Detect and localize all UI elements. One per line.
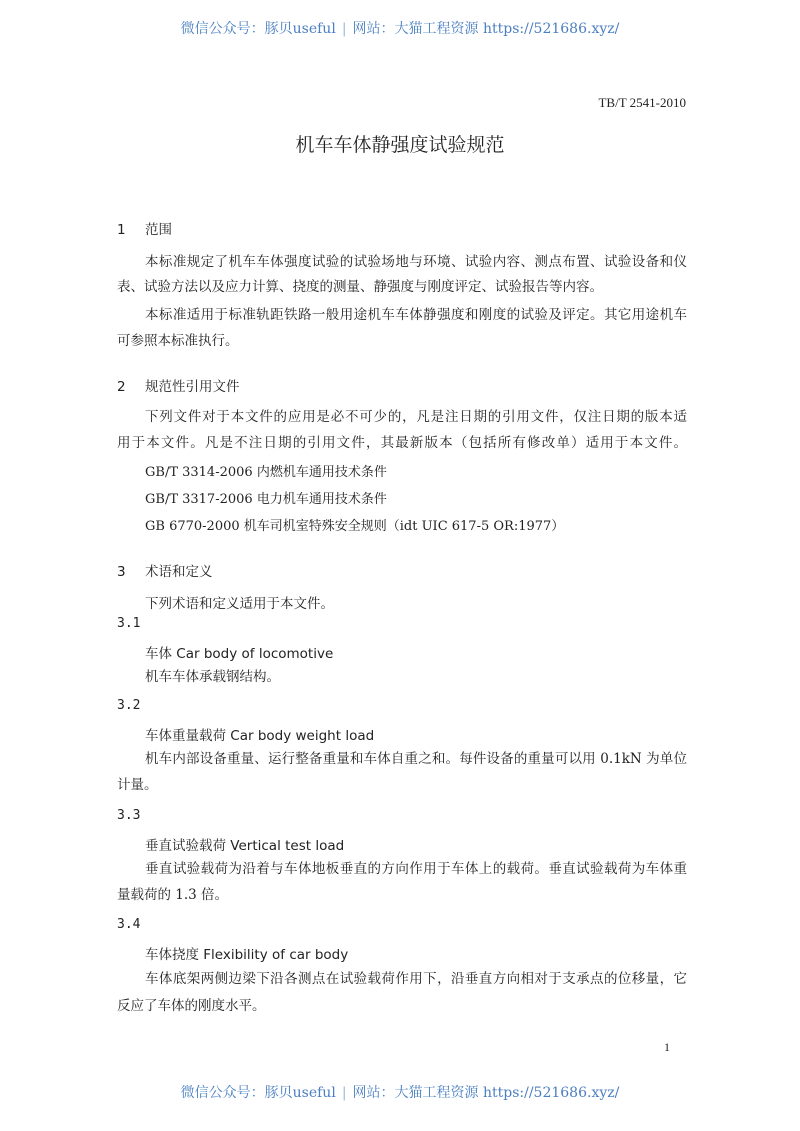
term-title: 车体重量载荷 Car body weight load [145,728,375,744]
term-number: 3.3 [117,808,141,823]
watermark-wechat: 微信公众号：豚贝useful [180,1085,336,1101]
term-definition: 反应了车体的刚度水平。 [117,998,266,1014]
reference-item: GB/T 3317-2006 电力机车通用技术条件 [145,492,387,507]
section-number: 2 [117,379,126,395]
paragraph-line: 下列文件对于本文件的应用是必不可少的，凡是注日期的引用文件，仅注日期的版本适 [145,409,687,425]
section-title: 规范性引用文件 [145,379,240,395]
section-2-heading [117,375,240,395]
term-number: 3.4 [117,917,141,932]
section-title: 术语和定义 [145,564,213,580]
watermark-site: 网站：大猫工程资源 https://521686.xyz/ [352,1085,620,1101]
term-title: 车体挠度 Flexibility of car body [145,947,349,963]
watermark-separator: | [341,1085,347,1101]
term-definition: 计量。 [117,777,158,793]
watermark-header [0,18,800,38]
watermark-footer [0,1082,800,1102]
term-definition: 机车内部设备重量、运行整备重量和车体自重之和。每件设备的重量可以用 0.1kN 为单位 [145,751,687,767]
paragraph-line: 本标准规定了机车车体强度试验的试验场地与环境、试验内容、测点布置、试验设备和仪 [145,254,687,270]
section-1-heading [117,218,172,238]
section-title: 范围 [145,222,172,238]
paragraph-line: 用于本文件。凡是不注日期的引用文件，其最新版本（包括所有修改单）适用于本文件。 [117,435,687,451]
document-number: TB/T 2541-2010 [598,95,686,110]
reference-item: GB/T 3314-2006 内燃机车通用技术条件 [145,465,387,480]
term-definition: 机车车体承载钢结构。 [145,669,280,685]
document-title: 机车车体静强度试验规范 [295,134,505,156]
term-number: 3.2 [117,698,141,713]
paragraph-line: 本标准适用于标准轨距铁路一般用途机车车体静强度和刚度的试验及评定。其它用途机车 [145,307,687,323]
watermark-wechat: 微信公众号：豚贝useful [180,21,336,37]
term-definition: 量载荷的 1.3 倍。 [117,887,229,903]
watermark-site: 网站：大猫工程资源 https://521686.xyz/ [352,21,620,37]
term-number: 3.1 [117,616,141,631]
watermark-separator: | [341,21,347,37]
term-definition: 车体底架两侧边梁下沿各测点在试验载荷作用下，沿垂直方向相对于支承点的位移量，它 [145,971,687,987]
reference-item: GB 6770-2000 机车司机室特殊安全规则（idt UIC 617-5 OR:1977） [145,519,565,534]
page-number: 1 [664,1040,670,1054]
section-3-heading [117,560,213,580]
term-definition: 垂直试验载荷为沿着与车体地板垂直的方向作用于车体上的载荷。垂直试验载荷为车体重 [145,861,687,877]
section-number: 1 [117,222,126,238]
term-title: 车体 Car body of locomotive [145,646,334,662]
paragraph-line: 下列术语和定义适用于本文件。 [145,596,334,612]
section-number: 3 [117,564,126,580]
term-title: 垂直试验载荷 Vertical test load [145,838,345,854]
paragraph-line: 表、试验方法以及应力计算、挠度的测量、静强度与刚度评定、试验报告等内容。 [117,279,603,295]
paragraph-line: 可参照本标准执行。 [117,333,239,349]
